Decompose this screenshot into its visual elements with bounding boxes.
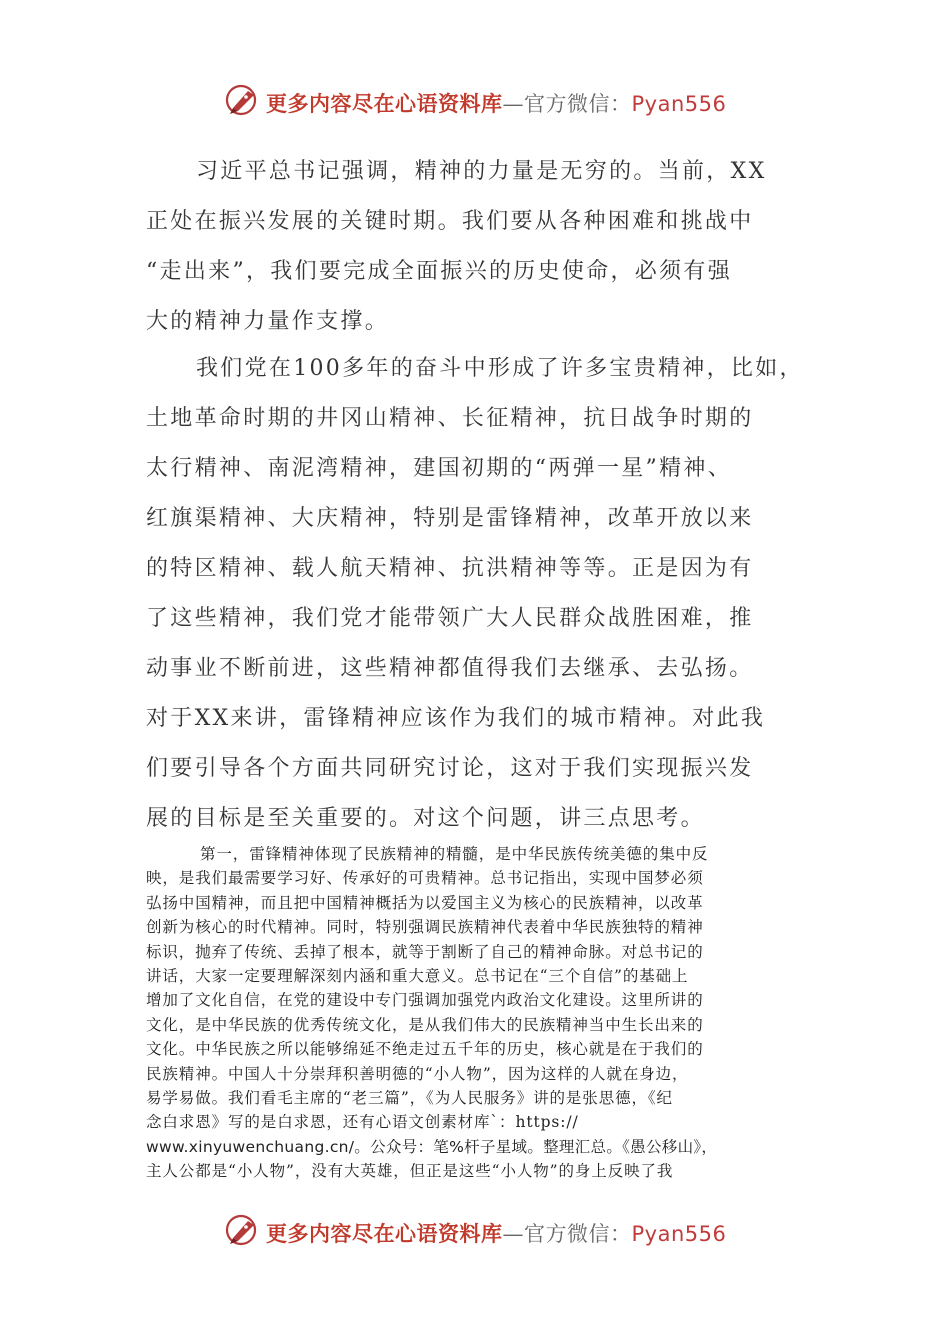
- text-line: 了这些精神，我们党才能带领广大人民群众战胜困难，推: [146, 606, 754, 631]
- text-line: 展的目标是至关重要的。对这个问题，讲三点思考。: [146, 806, 705, 831]
- text-line: 弘扬中国精神，而且把中国精神概括为以爱国主义为核心的民族精神，以改革: [146, 893, 704, 912]
- text-line: 讲话，大家一定要理解深刻内涵和重大意义。总书记在“三个自信”的基础上: [146, 966, 689, 985]
- text-line: 习近平总书记强调，精神的力量是无穷的。当前，XX: [196, 159, 767, 184]
- banner-dash: —: [502, 92, 524, 116]
- text-line: 念白求恩》写的是白求恩，还有心语文创素材库`：https://: [146, 1113, 579, 1132]
- text-line: 土地革命时期的井冈山精神、长征精神，抗日战争时期的: [146, 406, 754, 431]
- text-line: 对于XX来讲，雷锋精神应该作为我们的城市精神。对此我: [146, 706, 766, 731]
- banner-wechat-label: 官方微信：: [524, 1222, 632, 1246]
- text-line: 正处在振兴发展的关键时期。我们要从各种困难和挑战中: [146, 209, 754, 234]
- text-line: 的特区精神、载人航天精神、抗洪精神等等。正是因为有: [146, 556, 754, 581]
- banner-wechat-id: Pyan556: [631, 1222, 727, 1246]
- text-line: 易学易做。我们看毛主席的“老三篇”，《为人民服务》讲的是张思德，《纪: [146, 1088, 673, 1107]
- paragraph-1: [146, 147, 836, 347]
- banner-dash: —: [502, 1222, 524, 1246]
- text-line: 太行精神、南泥湾精神，建国初期的“两弹一星”精神、: [146, 456, 732, 481]
- text-line: 大的精神力量作支撑。: [146, 309, 390, 334]
- text-line: “走出来”，我们要完成全面振兴的历史使命，必须有强: [146, 259, 732, 284]
- text-line: 民族精神。中国人十分崇拜积善明德的“小人物”，因为这样的人就在身边，: [146, 1064, 689, 1083]
- text-line: 动事业不断前进，这些精神都值得我们去继承、去弘扬。: [146, 656, 754, 681]
- banner-wechat-id: Pyan556: [631, 92, 727, 116]
- text-line: 标识，抛弃了传统、丢掉了根本，就等于割断了自己的精神命脉。对总书记的: [146, 942, 704, 961]
- text-line: 创新为核心的时代精神。同时，特别强调民族精神代表着中华民族独特的精神: [146, 918, 704, 937]
- text-line: 文化。中华民族之所以能够绵延不绝走过五千年的历史，核心就是在于我们的: [146, 1040, 704, 1059]
- pen-nib-logo-icon: [224, 1213, 262, 1247]
- text-line: 红旗渠精神、大庆精神，特别是雷锋精神，改革开放以来: [146, 506, 754, 531]
- banner-library: 更多内容尽在心语资料库: [266, 1221, 503, 1246]
- banner-text: [266, 88, 726, 118]
- paragraph-3: [146, 842, 806, 1183]
- header-banner: [0, 80, 950, 120]
- banner-wechat-label: 官方微信：: [524, 92, 632, 116]
- text-line: 增加了文化自信，在党的建设中专门强调加强党内政治文化建设。这里所讲的: [146, 991, 704, 1010]
- pen-nib-logo-icon: [224, 83, 262, 117]
- text-line: 们要引导各个方面共同研究讨论，这对于我们实现振兴发: [146, 756, 754, 781]
- footer-banner: [0, 1210, 950, 1250]
- text-line: 映，是我们最需要学习好、传承好的可贵精神。总书记指出，实现中国梦必须: [146, 869, 704, 888]
- text-line: 文化，是中华民族的优秀传统文化，是从我们伟大的民族精神当中生长出来的: [146, 1015, 704, 1034]
- text-line-url: www.xinyuwenchuang.cn/。公众号：笔%杆子星域。整理汇总。《愚公移山》，: [146, 1137, 718, 1156]
- banner-text: [266, 1218, 726, 1248]
- text-line: 第一，雷锋精神体现了民族精神的精髓，是中华民族传统美德的集中反: [200, 845, 709, 863]
- banner-library: 更多内容尽在心语资料库: [266, 91, 503, 116]
- text-line: 主人公都是“小人物”，没有大英雄，但正是这些“小人物”的身上反映了我: [146, 1162, 674, 1181]
- text-line: 我们党在100多年的奋斗中形成了许多宝贵精神，比如，: [196, 356, 804, 381]
- paragraph-2: [146, 344, 836, 844]
